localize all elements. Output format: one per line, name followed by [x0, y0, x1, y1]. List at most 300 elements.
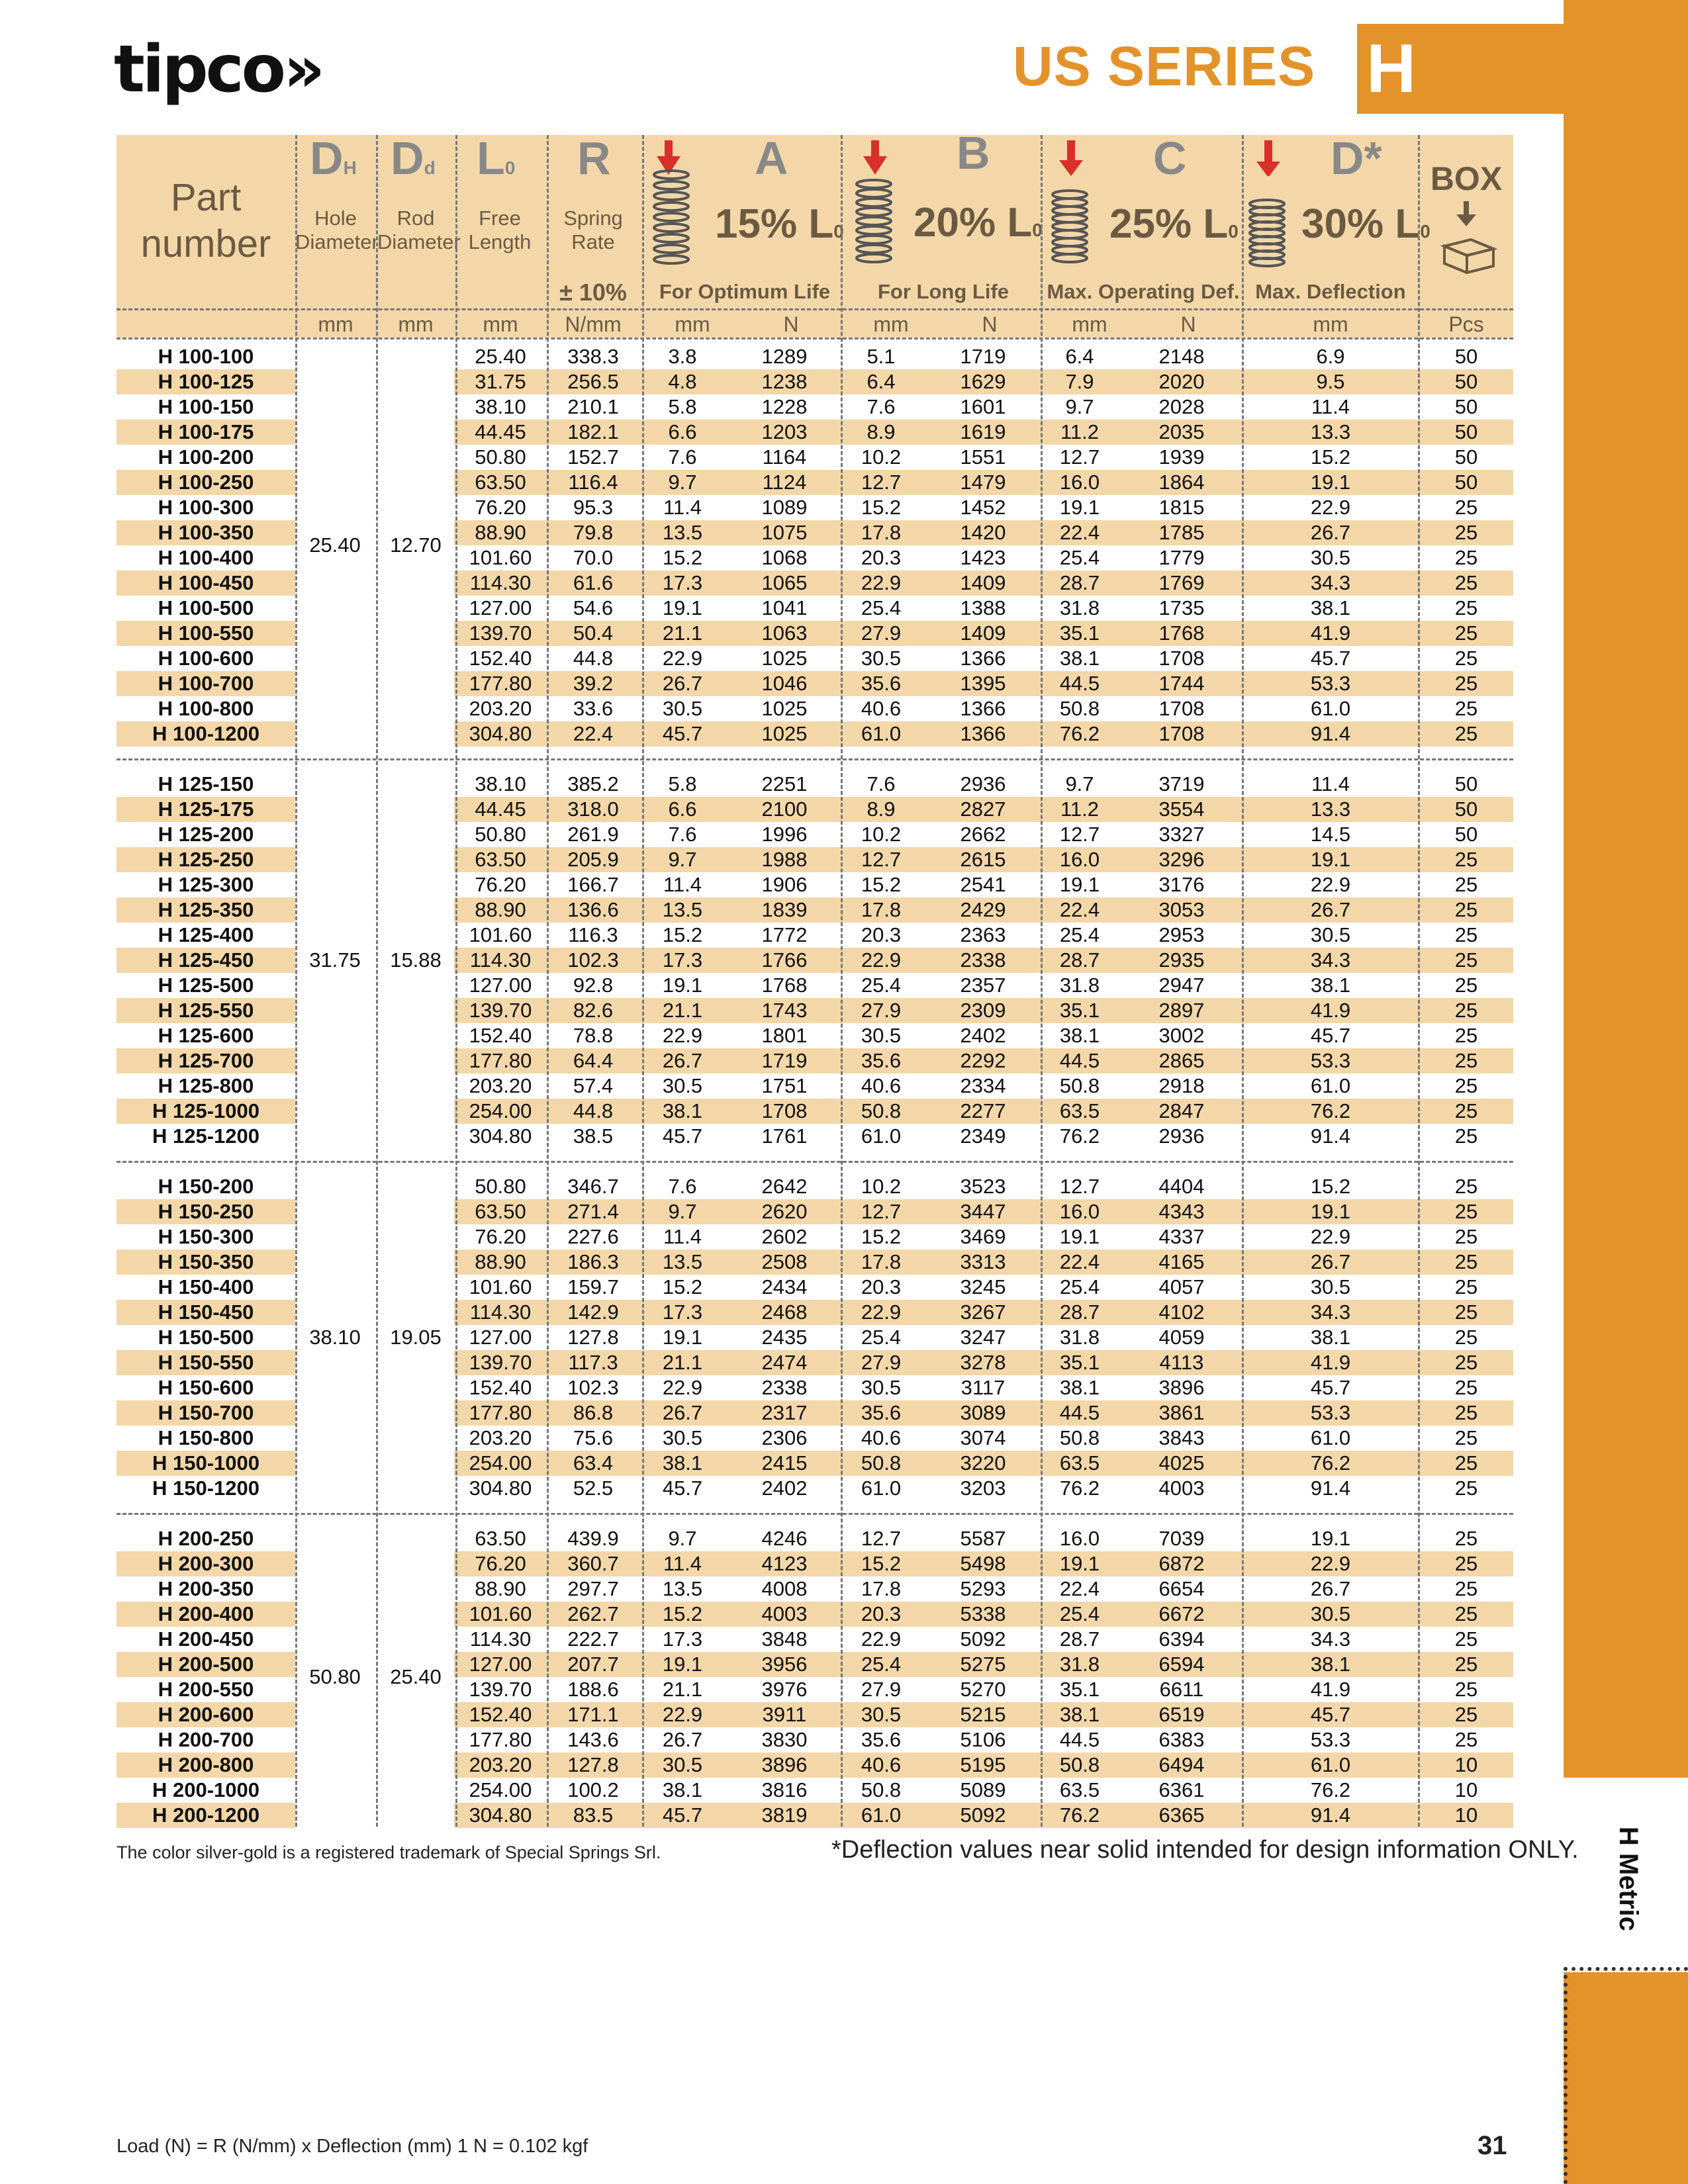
table-cell: 261.9 — [567, 823, 619, 846]
table-cell: 26.7 — [662, 672, 703, 695]
arrow-down-icon — [1256, 140, 1280, 176]
table-cell: 186.3 — [567, 1250, 619, 1273]
table-cell: 10.2 — [861, 823, 902, 846]
table-cell: 40.6 — [861, 1753, 902, 1776]
table-cell: 3267 — [960, 1300, 1006, 1324]
table-cell: 4.8 — [668, 370, 697, 393]
table-cell: 6654 — [1158, 1577, 1205, 1600]
table-cell: 25 — [1454, 596, 1478, 619]
table-cell: 44.5 — [1059, 1728, 1100, 1751]
table-cell: 101.60 — [469, 1275, 532, 1298]
table-cell: 2918 — [1158, 1074, 1205, 1097]
table-cell: 2338 — [761, 1376, 808, 1399]
table-cell: 31.8 — [1059, 1653, 1100, 1676]
table-cell: 61.0 — [1310, 1074, 1351, 1097]
table-cell: 17.3 — [662, 1300, 703, 1324]
table-row — [117, 470, 1513, 495]
table-cell: 61.0 — [861, 1477, 902, 1500]
table-cell: 1601 — [960, 395, 1006, 418]
part-number: H 200-400 — [117, 1602, 295, 1627]
table-cell: 2468 — [761, 1300, 808, 1324]
table-row — [117, 1099, 1513, 1124]
header-b-pct: 20% L0 — [914, 200, 1043, 246]
table-row — [117, 847, 1513, 872]
table-cell: 3278 — [960, 1351, 1006, 1374]
table-cell: 182.1 — [567, 420, 619, 443]
table-cell: 1041 — [761, 596, 808, 619]
table-cell: 11.2 — [1060, 797, 1100, 821]
table-cell: 30.5 — [1310, 546, 1351, 569]
table-cell: 50.8 — [861, 1778, 902, 1801]
table-cell: 44.5 — [1059, 1401, 1100, 1424]
table-cell: 52.5 — [573, 1477, 614, 1500]
table-row — [117, 1199, 1513, 1224]
header-b-letter: B — [957, 127, 990, 179]
unit-a-mm: mm — [675, 312, 710, 336]
table-cell: 3296 — [1158, 848, 1205, 871]
table-cell: 1289 — [761, 345, 808, 368]
table-cell: 44.8 — [573, 647, 614, 670]
cut-line-horizontal — [1564, 1967, 1688, 1971]
table-cell: 1864 — [1158, 471, 1205, 494]
table-cell: 28.7 — [1059, 1627, 1100, 1651]
part-number: H 100-500 — [158, 596, 254, 619]
column-divider — [295, 135, 297, 1827]
cut-line-vertical — [1564, 1967, 1568, 2184]
table-cell: 12.7 — [1059, 823, 1100, 846]
table-cell: 50.80 — [475, 1175, 526, 1198]
table-cell: 11.2 — [1060, 420, 1100, 443]
arrow-down-icon — [863, 140, 887, 176]
table-cell: 2508 — [761, 1250, 808, 1273]
table-cell: 91.4 — [1310, 1477, 1351, 1500]
table-cell: 171.1 — [567, 1703, 619, 1726]
table-row — [117, 998, 1513, 1023]
table-cell: 61.0 — [1310, 697, 1351, 720]
table-cell: 3117 — [961, 1376, 1006, 1399]
table-cell: 25 — [1454, 1627, 1478, 1651]
table-cell: 44.5 — [1059, 1049, 1100, 1072]
table-cell: 50 — [1454, 395, 1478, 418]
table-cell: 61.0 — [1310, 1426, 1351, 1449]
table-cell: 3719 — [1158, 772, 1205, 796]
table-cell: 1452 — [960, 496, 1006, 519]
trademark-note: The color silver-gold is a registered trademark of Special Springs Srl. — [117, 1843, 661, 1862]
part-number: H 125-250 — [117, 847, 295, 872]
series-letter: H — [1366, 30, 1417, 107]
table-cell: 3089 — [960, 1401, 1006, 1424]
table-cell: 25 — [1454, 722, 1478, 745]
unit-c-n: N — [1180, 312, 1196, 336]
table-cell: 17.8 — [861, 1250, 902, 1273]
unit-d-mm: mm — [1313, 312, 1348, 336]
table-cell: 15.2 — [1310, 1175, 1351, 1198]
table-cell: 7.6 — [867, 772, 896, 796]
table-cell: 25 — [1454, 974, 1478, 997]
table-cell: 6.9 — [1316, 345, 1345, 368]
table-cell: 33.6 — [573, 697, 614, 720]
table-cell: 15.2 — [662, 546, 703, 569]
side-tab-text: Metric — [1614, 1853, 1643, 1931]
table-cell: 254.00 — [469, 1778, 532, 1801]
table-cell: 3220 — [960, 1451, 1006, 1475]
table-row — [117, 621, 1513, 646]
table-cell: 25 — [1454, 1275, 1478, 1298]
header-r-tolerance: ± 10% — [559, 279, 627, 306]
table-cell: 13.3 — [1310, 420, 1351, 443]
table-cell: 22.9 — [861, 571, 902, 594]
table-cell: 15.2 — [662, 1602, 703, 1625]
table-cell: 203.20 — [469, 1074, 532, 1097]
table-cell: 25.4 — [1059, 923, 1100, 946]
part-number: H 100-100 — [158, 345, 254, 368]
table-cell: 4003 — [1158, 1477, 1205, 1500]
table-cell: 91.4 — [1310, 1803, 1351, 1827]
table-cell: 16.0 — [1059, 848, 1100, 871]
table-cell: 2338 — [960, 948, 1006, 972]
table-cell: 50 — [1454, 823, 1478, 846]
table-cell: 16.0 — [1059, 1200, 1100, 1223]
table-cell: 4246 — [761, 1527, 808, 1550]
table-cell: 50.8 — [1059, 1426, 1100, 1449]
table-cell: 177.80 — [469, 1049, 532, 1072]
hole-diameter-value: 31.75 — [309, 948, 361, 972]
table-cell: 6365 — [1158, 1803, 1205, 1827]
table-cell: 114.30 — [469, 948, 532, 972]
arrow-down-icon — [1456, 201, 1476, 228]
table-cell: 100.2 — [567, 1778, 619, 1801]
table-row — [117, 1048, 1513, 1073]
table-cell: 188.6 — [567, 1678, 619, 1701]
header-d-life: Max. Deflection — [1255, 280, 1406, 303]
table-cell: 5106 — [960, 1728, 1006, 1751]
table-cell: 31.8 — [1059, 596, 1100, 619]
header-dd-symbol: Dd — [391, 132, 436, 184]
table-cell: 25 — [1454, 496, 1478, 519]
column-divider — [376, 135, 378, 1827]
table-group — [117, 1526, 1513, 1828]
table-cell: 360.7 — [567, 1552, 619, 1575]
part-number: H 150-450 — [117, 1300, 295, 1325]
table-cell: 2306 — [761, 1426, 808, 1449]
box-icon — [1440, 232, 1497, 274]
table-cell: 21.1 — [662, 1678, 703, 1701]
table-row — [117, 1174, 1513, 1199]
header-b-life: For Long Life — [877, 280, 1009, 303]
table-cell: 19.1 — [1310, 848, 1351, 871]
table-cell: 2435 — [761, 1326, 808, 1349]
table-cell: 6394 — [1158, 1627, 1205, 1651]
table-cell: 53.3 — [1310, 1401, 1351, 1424]
part-number: H 200-800 — [117, 1752, 295, 1778]
table-cell: 27.9 — [861, 999, 902, 1022]
table-cell: 25 — [1454, 521, 1478, 544]
table-cell: 38.1 — [662, 1099, 703, 1122]
table-cell: 28.7 — [1059, 948, 1100, 972]
table-cell: 34.3 — [1310, 571, 1351, 594]
part-number: H 125-500 — [158, 974, 254, 997]
table-cell: 1025 — [761, 647, 808, 670]
table-cell: 1025 — [761, 697, 808, 720]
table-cell: 25 — [1454, 1376, 1478, 1399]
part-number: H 125-400 — [158, 923, 254, 946]
part-number: H 125-800 — [158, 1074, 254, 1097]
table-cell: 1366 — [960, 647, 1006, 670]
table-cell: 2251 — [761, 772, 808, 796]
table-cell: 1164 — [762, 445, 807, 469]
table-cell: 1779 — [1158, 546, 1205, 569]
part-number: H 100-300 — [158, 496, 254, 519]
table-cell: 262.7 — [567, 1602, 619, 1625]
table-cell: 6.4 — [867, 370, 896, 393]
table-cell: 1744 — [1158, 672, 1205, 695]
table-cell: 1761 — [761, 1124, 808, 1148]
table-cell: 117.3 — [568, 1351, 618, 1374]
tipco-logo: tipco» — [114, 32, 323, 107]
table-cell: 4165 — [1158, 1250, 1205, 1273]
table-cell: 25.4 — [861, 1326, 902, 1349]
table-cell: 10 — [1454, 1753, 1478, 1776]
table-cell: 31.8 — [1059, 974, 1100, 997]
part-number: H 200-1200 — [117, 1803, 295, 1828]
part-number: H 125-450 — [117, 948, 295, 973]
table-cell: 12.7 — [861, 1200, 902, 1223]
table-cell: 45.7 — [662, 1803, 703, 1827]
table-row — [117, 1300, 1513, 1325]
table-cell: 91.4 — [1310, 1124, 1351, 1148]
unit-a-n: N — [783, 312, 799, 336]
table-cell: 203.20 — [469, 1426, 532, 1449]
series-letter-box — [1352, 24, 1564, 114]
table-cell: 6383 — [1158, 1728, 1205, 1751]
column-divider — [455, 135, 457, 1827]
part-number: H 200-550 — [158, 1678, 254, 1701]
table-cell: 41.9 — [1310, 999, 1351, 1022]
table-cell: 19.1 — [662, 974, 703, 997]
table-cell: 9.7 — [668, 1527, 697, 1550]
table-cell: 30.5 — [662, 697, 703, 720]
table-cell: 222.7 — [567, 1627, 619, 1651]
table-group — [117, 344, 1513, 747]
table-cell: 88.90 — [475, 521, 526, 544]
table-cell: 3469 — [960, 1225, 1006, 1248]
table-cell: 25.40 — [475, 345, 526, 368]
table-cell: 38.1 — [1059, 1703, 1100, 1726]
table-cell: 76.20 — [475, 1225, 526, 1248]
table-cell: 10 — [1454, 1778, 1478, 1801]
table-row — [117, 772, 1513, 797]
table-cell: 38.1 — [662, 1778, 703, 1801]
table-cell: 2035 — [1158, 420, 1205, 443]
part-number: H 125-600 — [158, 1024, 254, 1047]
table-cell: 1366 — [960, 697, 1006, 720]
table-cell: 1238 — [761, 370, 808, 393]
spring-coil-icon — [651, 168, 691, 267]
table-cell: 21.1 — [662, 621, 703, 645]
table-cell: 50.80 — [475, 823, 526, 846]
table-cell: 22.9 — [662, 1024, 703, 1047]
table-cell: 83.5 — [573, 1803, 614, 1827]
table-cell: 9.7 — [1065, 772, 1094, 796]
table-cell: 2865 — [1158, 1049, 1205, 1072]
part-number: H 125-700 — [117, 1048, 295, 1073]
table-cell: 7039 — [1158, 1527, 1205, 1550]
header-dh-desc: Hole Diameter — [295, 206, 379, 253]
table-row — [117, 369, 1513, 394]
table-cell: 38.1 — [662, 1451, 703, 1475]
table-cell: 2429 — [960, 898, 1006, 921]
table-cell: 2662 — [960, 823, 1006, 846]
table-cell: 304.80 — [469, 1803, 532, 1827]
table-cell: 439.9 — [567, 1527, 619, 1550]
table-cell: 22.9 — [662, 1703, 703, 1726]
table-cell: 2541 — [960, 873, 1006, 896]
table-group — [117, 772, 1513, 1149]
table-cell: 4113 — [1159, 1351, 1204, 1374]
table-cell: 3.8 — [668, 345, 697, 368]
table-cell: 5.8 — [668, 772, 697, 796]
table-cell: 76.2 — [1059, 1477, 1100, 1500]
header-a-letter: A — [755, 132, 788, 184]
table-cell: 139.70 — [469, 1678, 532, 1701]
table-cell: 101.60 — [469, 1602, 532, 1625]
table-row — [117, 1702, 1513, 1727]
table-cell: 2897 — [1158, 999, 1205, 1022]
table-cell: 79.8 — [573, 521, 614, 544]
part-number: H 200-350 — [158, 1577, 254, 1600]
table-cell: 11.4 — [1311, 772, 1350, 796]
part-number: H 100-400 — [158, 546, 254, 569]
table-cell: 25.4 — [1059, 1275, 1100, 1298]
table-cell: 1708 — [1158, 647, 1205, 670]
table-cell: 318.0 — [567, 797, 619, 821]
table-cell: 3830 — [761, 1728, 808, 1751]
part-number: H 150-500 — [158, 1326, 254, 1349]
table-cell: 5092 — [960, 1627, 1006, 1651]
table-cell: 5089 — [960, 1778, 1006, 1801]
table-cell: 45.7 — [1310, 1376, 1351, 1399]
table-cell: 1366 — [960, 722, 1006, 745]
table-cell: 25 — [1454, 672, 1478, 695]
table-cell: 21.1 — [662, 1351, 703, 1374]
table-cell: 1708 — [761, 1099, 808, 1122]
part-number: H 200-450 — [158, 1627, 254, 1651]
table-cell: 6672 — [1158, 1602, 1205, 1625]
hole-diameter-value: 38.10 — [309, 1326, 361, 1349]
part-number: H 100-150 — [158, 395, 254, 418]
table-cell: 50 — [1454, 420, 1478, 443]
part-number: H 125-550 — [117, 998, 295, 1023]
table-cell: 114.30 — [469, 1627, 532, 1651]
table-cell: 53.3 — [1310, 672, 1351, 695]
table-cell: 6494 — [1158, 1753, 1205, 1776]
table-cell: 25.4 — [1059, 546, 1100, 569]
table-cell: 35.6 — [861, 1728, 902, 1751]
table-cell: 1395 — [960, 672, 1006, 695]
table-cell: 34.3 — [1310, 1300, 1351, 1324]
table-cell: 346.7 — [567, 1175, 619, 1198]
table-row — [117, 1124, 1513, 1149]
table-cell: 10 — [1454, 1803, 1478, 1827]
table-cell: 1988 — [761, 848, 808, 871]
table-cell: 64.4 — [573, 1049, 614, 1072]
unit-c-mm: mm — [1072, 312, 1107, 336]
table-cell: 8.9 — [867, 797, 896, 821]
table-cell: 3176 — [1158, 873, 1205, 896]
unit-dd: mm — [398, 312, 434, 336]
table-cell: 25 — [1454, 898, 1478, 921]
header-dd-desc: Rod Diameter — [377, 206, 461, 253]
table-cell: 1939 — [1158, 445, 1205, 469]
table-cell: 25 — [1454, 1351, 1478, 1374]
table-cell: 127.00 — [469, 1653, 532, 1676]
table-cell: 19.1 — [662, 596, 703, 619]
part-number: H 125-1200 — [152, 1124, 259, 1148]
table-cell: 11.4 — [663, 873, 702, 896]
table-cell: 2415 — [761, 1451, 808, 1475]
header-d-pct: 30% L0 — [1301, 201, 1430, 247]
table-cell: 2936 — [960, 772, 1006, 796]
table-cell: 30.5 — [662, 1426, 703, 1449]
table-cell: 15.2 — [861, 1552, 902, 1575]
column-divider — [1242, 135, 1244, 1827]
table-cell: 19.1 — [1310, 1527, 1351, 1550]
table-cell: 25 — [1454, 1477, 1478, 1500]
table-cell: 38.1 — [1310, 1653, 1351, 1676]
table-cell: 3843 — [1158, 1426, 1205, 1449]
table-row — [117, 570, 1513, 596]
part-number: H 100-800 — [158, 697, 254, 720]
table-cell: 25 — [1454, 1401, 1478, 1424]
part-number: H 100-700 — [117, 671, 295, 696]
table-cell: 76.2 — [1310, 1778, 1351, 1801]
table-cell: 26.7 — [662, 1401, 703, 1424]
table-cell: 304.80 — [469, 1124, 532, 1148]
table-row — [117, 1752, 1513, 1778]
table-cell: 30.5 — [861, 1376, 902, 1399]
part-number: H 125-200 — [158, 823, 254, 846]
table-cell: 102.3 — [567, 1376, 619, 1399]
table-cell: 25 — [1454, 948, 1478, 972]
table-cell: 256.5 — [567, 370, 619, 393]
table-cell: 30.5 — [1310, 923, 1351, 946]
table-cell: 22.4 — [1059, 898, 1100, 921]
table-cell: 40.6 — [861, 1426, 902, 1449]
table-cell: 50.4 — [573, 621, 614, 645]
table-cell: 44.45 — [475, 420, 526, 443]
table-cell: 25 — [1454, 571, 1478, 594]
table-cell: 227.6 — [567, 1225, 619, 1248]
table-cell: 31.8 — [1059, 1326, 1100, 1349]
hole-diameter-value: 50.80 — [309, 1665, 361, 1688]
table-cell: 15.2 — [861, 873, 902, 896]
table-row — [117, 1250, 1513, 1275]
table-cell: 25 — [1454, 1049, 1478, 1072]
table-group — [117, 1174, 1513, 1501]
table-cell: 102.3 — [567, 948, 619, 972]
table-cell: 13.5 — [662, 1250, 703, 1273]
table-cell: 76.20 — [475, 496, 526, 519]
table-cell: 27.9 — [861, 1678, 902, 1701]
table-cell: 38.1 — [1310, 974, 1351, 997]
table-cell: 9.7 — [668, 1200, 697, 1223]
table-row — [117, 1023, 1513, 1048]
hole-diameter-value: 25.40 — [309, 533, 361, 557]
table-cell: 22.4 — [1059, 521, 1100, 544]
part-number: H 150-550 — [117, 1350, 295, 1375]
table-cell: 4025 — [1158, 1451, 1205, 1475]
table-cell: 1801 — [761, 1024, 808, 1047]
